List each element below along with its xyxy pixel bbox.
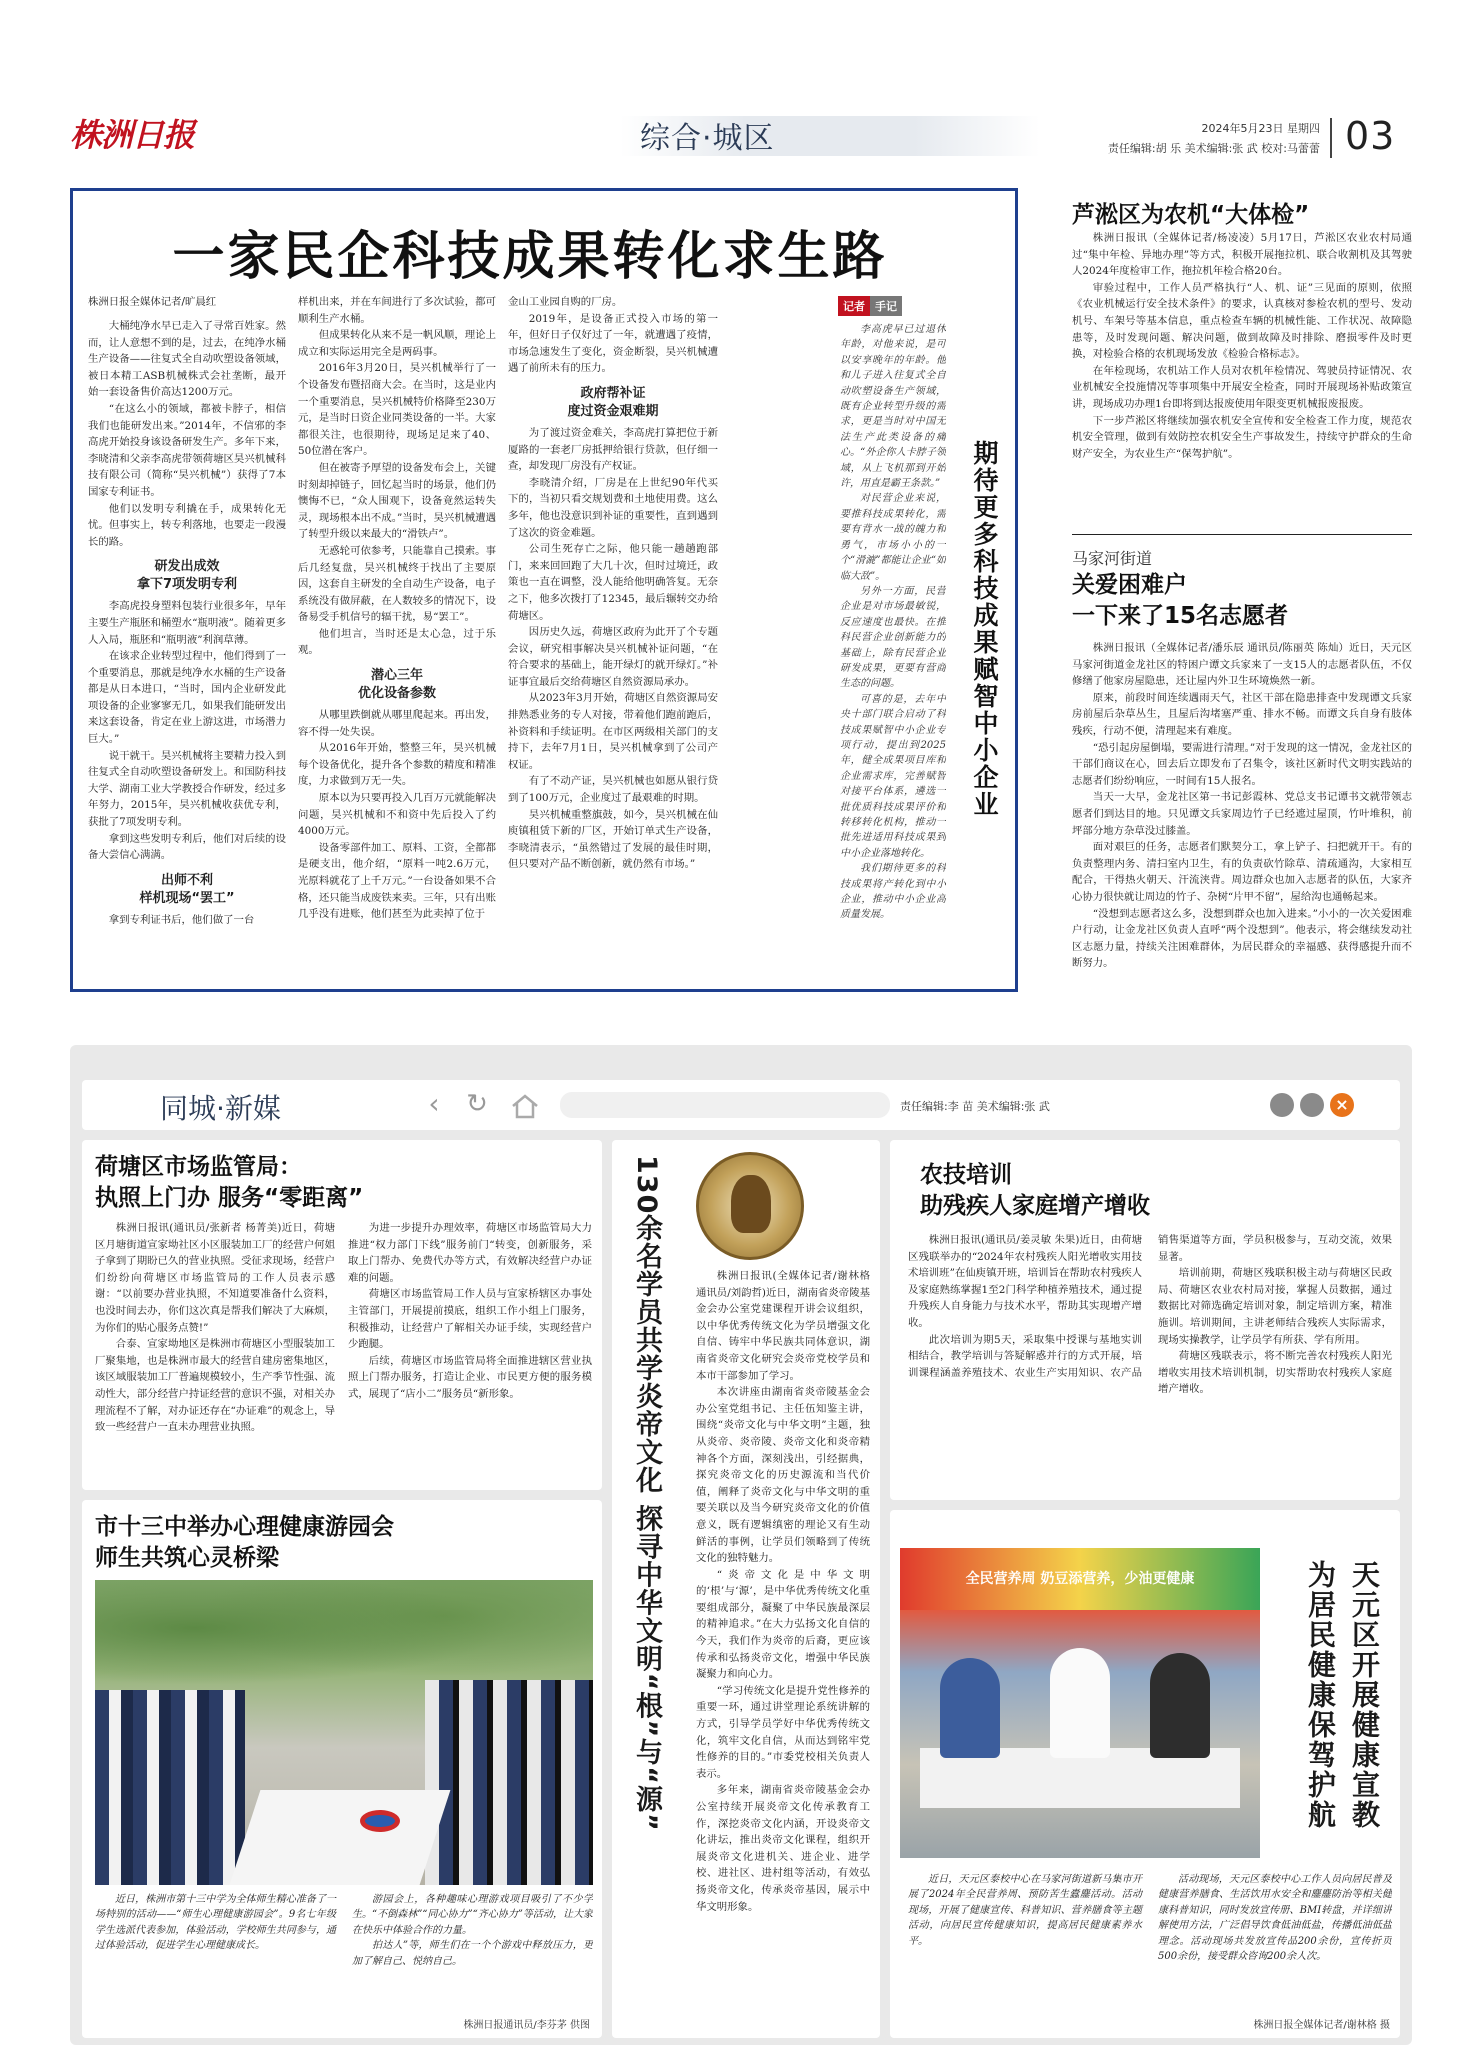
lead-c2-p: 2016年3月20日，昊兴机械举行了一个设备发布暨招商大会。在当时，这是业内一个重要消息，昊兴机械特价格降至230万元，是当时日资企业同类设备的一半。大家都很关注，也很期待，现场足足来了40、50位潜在客户。 <box>298 362 496 458</box>
browser-refresh-icon[interactable]: ↻ <box>466 1089 488 1119</box>
b1-p: 合泰、宣家坳地区是株洲市荷塘区小型服装加工厂聚集地，也是株洲市最大的经营自建房密集地区，该区域服装加工厂普遍规模较小，生产季节性强、流动性大，部分经营户持证经营的意识不强，对相关办理流程不了解，对办证还存在“办证难”的观念上，导致一些经营户一直未办理营业执照。 <box>95 1338 335 1434</box>
b4-p: 株洲日报讯(通讯员/姜灵敏 朱果)近日，由荷塘区残联举办的“2024年农村残疾人阳光增收实用技术培训班”在仙庾镇开班，培训旨在帮助农村残疾人及家庭熟练掌握1至2门科学种植养殖技术，通过提升残疾人自身能力与技术水平，帮助其实现增产增收。 <box>908 1234 1142 1329</box>
b4-p: 培训前期，荷塘区残联积极主动与荷塘区民政局、荷塘区农业农村局对接，掌握人员数据，通过数据比对筛选确定培训对象，制定培训方案，精准施训。培训期间，主讲老师结合残疾人实际需求，现场实操教学，让学员学有所获、学有所用。 <box>1158 1267 1392 1346</box>
b2-title: 市十三中举办心理健康游园会 师生共筑心灵桥梁 <box>95 1514 394 1571</box>
b2-photo <box>95 1580 593 1885</box>
photo-students-right <box>425 1680 593 1885</box>
right-article-2-kicker: 马家河街道 <box>1072 549 1153 568</box>
lead-c2-p: 但在被寄予厚望的设备发布会上，关键时刻却掉链子，回忆起当时的场景，他们仍懊悔不已，“众人围观下，设备竟然运转失灵，现场根本出不成。”当时，昊兴机械遭遇了转型升级以来最大的“滑铁卢”。 <box>298 461 496 541</box>
b2-p: 游园会上，各种趣味心理游戏项目吸引了不少学生。“不倒森林”“同心协力”“齐心协力”等活动，让大家在快乐中体验合作的力量。 <box>352 1894 593 1936</box>
right-a1-p: 下一步芦淞区将继续加强农机安全宣传和安全检查工作力度，规范农机安全管理，做到有效防控农机安全生产事故发生，持续守护群众的生命财产安全，为农业生产“保驾护航”。 <box>1072 414 1412 460</box>
lead-c3-p: 为了渡过资金难关，李高虎打算把位于新厦路的一套老厂房抵押给银行贷款，但仔细一查，却发现厂房没有产权证。 <box>508 426 718 473</box>
b2-body <box>95 1892 593 2012</box>
lead-c1-p: 李高虎投身塑料包装行业很多年，早年主要生产瓶胚和桶塑水“瓶明液”。随着更多人入局，瓶胚和“瓶明液”利润草薄。 <box>88 600 286 646</box>
lead-c1-p: 拿到专利证书后，他们做了一台 <box>108 913 255 926</box>
right-a2-p: “没想到志愿者这么多，没想到群众也加入进来。”小小的一次关爱困难户行动，让金龙社区负责人直呼“两个没想到”。他表示，将会继续发动社区志愿力量，持续关注困难群体，为居民群众的幸福感、获得感提升而不断努力。 <box>1072 907 1412 970</box>
lead-c3-p: 2019年，是设备正式投入市场的第一年，但好日子仅好过了一年，就遭遇了疫情，市场急速发生了变化，资金断裂，昊兴机械遭遇了前所未有的压力。 <box>508 312 718 375</box>
window-maximize-icon[interactable] <box>1300 1093 1324 1117</box>
lead-c1-p: “在这么小的领域，都被卡脖子，相信我们也能研发出来。”2014年，不信邪的李高虎开始投身该设备研发生产。多年下来，李晓清和父亲李高虎带领荷塘区昊兴机械科技有限公司（简称“昊兴机械”）获得了7本国家专利证书。 <box>88 402 286 498</box>
lead-headline: 一家民企科技成果转化求生路 <box>172 227 888 287</box>
address-bar[interactable] <box>560 1092 890 1118</box>
note-tag-red: 记者 <box>838 296 870 316</box>
right-separator <box>1072 534 1412 535</box>
lead-c1-p: 大桶纯净水早已走入了寻常百姓家。然而，让人意想不到的是，过去，在纯净水桶生产设备——往复式全自动吹塑设备领域，被日本精工ASB机械株式会社垄断，最开始一套设备售价高达1200万元。 <box>88 320 286 399</box>
lead-c3-p: 昊兴机械重整旗鼓，如今，昊兴机械在仙庾镇租赁下新的厂区，开始订单式生产设备，李晓清表示，“虽然错过了发展的最佳时期，但只要对产品不断创新，就仍然有市场。” <box>508 808 718 871</box>
b1-body-right <box>348 1220 592 1480</box>
note-p: 李高虎早已过退休年龄，对他来说，是可以安享晚年的年龄。他和儿子进入往复式全自动吹塑设备生产领域，既有企业转型升级的需求，更是当时对中国无法生产此类设备的痛心。“外企你人卡脖子领域，从上飞机那到开始许，用直是霸王条款。” <box>840 324 946 490</box>
b3-vertical-title: 130余名学员共学炎帝文化 探寻中华文明“根”与“源” <box>631 1155 662 1832</box>
lead-c1-p: 在该求企业转型过程中，他们得到了一个重要消息，那就是纯净水水桶的生产设备都是从日本进口，“当时，国内企业研发此项设备的企业寥寥无几，如果我们能研发出来这套设备，肯定在业上游这进，市场潜力巨大。” <box>88 650 286 746</box>
right-a1-p: 审验过程中，工作人员严格执行“人、机、证”三见面的原则，依照《农业机械运行安全技术条件》的要求，认真核对参检农机的型号、发动机号、车架号等基本信息，重点检查车辆的机械性能、工作状况、故障隐患等，及时发现问题、解决问题，做到故障及时排除、磨损零件及时更换，对检验合格的农机现场发放《检验合格标志》。 <box>1072 281 1412 361</box>
lead-c2-p: 设备零部件加工、原料、工资，全都都是硬支出，他介绍，“原料一吨2.6万元，光原料就花了上千万元。”一台设备如果不合格，还只能当成废铁来卖。三年，只有出账几乎没有进账，他们甚至为此卖掉了位于 <box>298 841 496 921</box>
logo-text: 株洲日报 <box>70 116 195 154</box>
lead-subhead: 出师不利 样机现场“罢工” <box>139 872 235 906</box>
issue-date: 2024年5月23日 星期四 <box>1201 122 1320 135</box>
lead-c1-p: 他们以发明专利撬在手，成果转化无忧。但事实上，转专利落地，也要走一段漫长的路。 <box>88 502 286 548</box>
right-a2-p: 当天一大早，金龙社区第一书记彭霞林、党总支书记谭书文就带领志愿者们到达目的地。只见谭文兵家周边竹子已经遮过屋顶，竹叶堆积，前坪部分地方杂草没过膝盖。 <box>1072 791 1412 837</box>
lead-c3-p: 金山工业园自购的厂房。 <box>508 296 623 308</box>
b3-p: 株洲日报讯(全媒体记者/谢林格 通讯员/刘韵哲)近日，湖南省炎帝陵基金会办公室党建课程开讲会议组织，以中华优秀传统文化为学员增强文化自信、铸牢中华民族共同体意识，湖南省炎帝文化研究会炎帝党校学员和本市干部参加了学习。 <box>696 1270 870 1382</box>
note-p: 我们期待更多的科技成果将产转化到中小企业，推动中小企业高质量发展。 <box>840 863 946 921</box>
photo-curling-mat <box>230 1790 451 1885</box>
b2-p: 拍达人”等，师生们在一个个游戏中释放压力，更加了解自己、悦纳自己。 <box>352 1940 593 1967</box>
lead-column-3 <box>508 294 718 984</box>
right-a2-p: 原来，前段时间连续遇雨天气，社区干部在隐患排查中发现谭文兵家房前屋后杂草丛生，且屋后沟堵塞严重、排水不畅。而谭文兵自身有肢体残疾，行动不便，清理起来有难度。 <box>1072 691 1412 737</box>
right-article-2-title: 关爱困难户 一下来了15名志愿者 <box>1072 572 1289 629</box>
lead-c2-p: 从2016年开始，整整三年，昊兴机械每个设备优化，提升各个参数的精度和精准度，力求做到万无一失。 <box>298 742 496 788</box>
b4-p: 荷塘区残联表示，将不断完善农村残疾人阳光增收实用技术培训机制，切实帮助农村残疾人家庭增产增收。 <box>1158 1350 1392 1396</box>
note-vertical-title: 期待更多科技成果赋智中小企业 <box>970 440 999 818</box>
lead-c1-p: 说干就干。昊兴机械将主要精力投入到往复式全自动吹塑设备研发上。和国防科技大学、湖南工业大学教授合作研发，经过多年努力，2015年，昊兴机械收获优专利，获批了7项发明专利。 <box>88 749 286 829</box>
lead-c2-p: 样机出来，并在车间进行了多次试验，都可顺利生产水桶。 <box>298 296 496 325</box>
emblem-figure-icon <box>731 1175 771 1233</box>
b1-p: 株洲日报讯(通讯员/张新者 杨菁美)近日，荷塘区月塘街道宣家坳社区小区服装加工厂的经营户何姐子拿到了期盼已久的营业执照。受征求现场，经营户们纷纷向荷塘区市场监管局的工作人员表示感谢：“以前要办营业执照，不知道要准备什么资料，也没时间去办，你们这次真是帮我们解决了大麻烦，为你们的贴心服务点赞!” <box>95 1222 335 1334</box>
b3-p: 本次讲座由湖南省炎帝陵基金会办公室党组书记、主任伍知鉴主讲，围绕“炎帝文化与中华文明”主题，独从炎帝、炎帝陵、炎帝文化和炎帝精神各个方面，深刻浅出，引经据典，探究炎帝文化的历史源流和当代价值，阐释了炎帝文化与中华文明的重要关联以及当今研究炎帝文化的价值意义，既有逻辑缜密的理论又有生动鲜活的事例，让学员们领略到了传统文化的独特魅力。 <box>696 1386 870 1565</box>
right-article-2-body <box>1072 640 1412 990</box>
right-a2-p: 面对艰巨的任务，志愿者们默契分工，拿上铲子、扫把就开干。有的负责整理内务、清扫室内卫生，有的负责砍竹除草、清疏通沟，大家相互配合，干得热火朝天、汗流浃背。周边群众也加入志愿者的队伍，大家齐心协力很快就让周边的竹子、杂树“片甲不留”，屋给沟也通畅起来。 <box>1072 841 1412 903</box>
b3-p: “炎帝文化是中华文明的‘根’与‘源’，是中华优秀传统文化重要组成部分，凝聚了中华民族最深层的精神追求。”在大力弘扬文化自信的今天，我们作为炎帝的后裔，更应该传承和弘扬炎帝文化，增强中华民族凝聚力和向心力。 <box>696 1568 870 1681</box>
note-p: 对民营企业来说，要推科技成果转化，需要有背水一战的魄力和勇气，市场小小的一个“滑漉”都能让企业“如临大敌”。 <box>840 493 946 582</box>
lead-subhead: 潜心三年 优化设备参数 <box>357 668 436 702</box>
b1-p: 后续，荷塘区市场监管局将全面推进辖区营业执照上门帮办服务，打造让企业、市民更方便的服务模式，展现了“店小二”服务员“新形象。 <box>348 1354 592 1400</box>
b1-body-left <box>95 1220 335 1480</box>
b4-body <box>908 1232 1392 1490</box>
note-p: 另外一方面，民营企业是对市场最敏锐，反应速度也最快。在推科民营企业创新能力的基础上，除有民营企业研发成果，更要有营商生态的问题。 <box>840 585 946 690</box>
lead-column-1 <box>88 318 286 983</box>
note-p: 可喜的是，去年中央十部门联合启动了科技成果赋智中小企业专项行动，提出到2025年，健全成果项目库和企业需求库，完善赋智对接平台体系，遴选一批优质科技成果评价和转移转化机构，推动一批先进适用科技成果到中小企业落地转化。 <box>840 693 946 859</box>
note-tag-gray: 手记 <box>870 296 902 316</box>
photo-students-left <box>95 1690 245 1885</box>
b2-credit: 株洲日报通讯员/李芬茅 供图 <box>463 2020 590 2031</box>
b5-body <box>908 1872 1392 2012</box>
lead-c3-p: 从2023年3月开始，荷塘区自然资源局安排熟悉业务的专人对接，带着他们跑前跑后，补资料和手续证明。在市区两级相关部门的支持下，去年7月1日，昊兴机械拿到了公司产权证。 <box>508 692 718 771</box>
lead-c2-p: 他们坦言，当时还是太心急，过于乐观。 <box>298 627 496 657</box>
header-divider <box>1330 118 1332 158</box>
lead-c2-p: 无惑轮可依参考，只能靠自己摸索。事后几经复盘，昊兴机械终于找出了主要原因，这套自主研发的全自动生产设备，电子系统没有做屏蔽，在人数较多的情况下，设备易受手机信号的辐干扰，易“罢工”。 <box>298 544 496 624</box>
b5-vertical-title: 天元区开展健康宣教 为居民健康保驾护航 <box>1304 1560 1381 1830</box>
lead-subhead: 政府帮补证 度过资金艰难期 <box>567 385 659 419</box>
bottom-section-title: 同城·新媒 <box>160 1092 281 1125</box>
page-editors: 责任编辑:胡 乐 美术编辑:张 武 校对:马蕾蕾 <box>1107 142 1320 155</box>
photo-banner-text: 全民营养周 奶豆添营养，少油更健康 <box>965 1571 1195 1587</box>
right-a1-p: 株洲日报讯（全媒体记者/杨凌凌）5月17日，芦淞区农业农村局通过“集中年检、异地办理”等方式，积极开展拖拉机、联合收割机及其驾驶人2024年度检审工作，拖拉机年检合格20台。 <box>1072 232 1412 278</box>
b2-p: 近日，株洲市第十三中学为全体师生精心准备了一场特别的活动——“师生心理健康游园会”。9名七年级学生选派代表参加，体验活动，学校师生共同参与，通过体验活动，促进学生心理健康成长。 <box>95 1894 336 1952</box>
b5-credit: 株洲日报全媒体记者/谢林格 摄 <box>1253 2020 1390 2031</box>
lead-c3-p: 有了不动产证，昊兴机械也如愿从银行贷到了100万元，企业度过了最艰难的时期。 <box>508 775 718 805</box>
lead-c3-p: 因历史久远，荷塘区政府为此开了个专题会议，研究相事解决昊兴机械补证问题，“在符合要求的基础上，能开绿灯的就开绿灯。”补证事宜最后交给荷塘区自然资源局承办。 <box>508 626 718 688</box>
b5-photo <box>900 1548 1260 1858</box>
reporter-note <box>840 322 946 982</box>
lead-c3-p: 李晓清介绍，厂房是在上世纪90年代买下的，当初只看交规划费和土地使用费。这么多年，他也没意识到补证的重要性，直到遇到了这次的资金难题。 <box>508 476 718 539</box>
b3-body <box>696 1268 870 2028</box>
b5-p: 近日，天元区泰校中心在马家河街道新马集市开展了2024年全民营养周、预防苦生蠹鏖活动。活动现场，开展了健康宣传、科普知识、营养膳食等主题活动，向居民宣传健康知识，提高居民健康素养水平。 <box>908 1874 1142 1947</box>
lead-c2-p: 原本以为只要再投入几百万元就能解决问题，昊兴机械和不和资中先后投入了约4000万元。 <box>298 792 496 838</box>
photo-person-2 <box>1050 1648 1110 1758</box>
right-a2-p: 株洲日报讯（全媒体记者/潘乐辰 通讯员/陈丽英 陈灿）近日，天元区马家河街道金龙社区的特困户谭文兵家来了一支15人的志愿者队伍，不仅修缮了他家房屋隐患，还让屋内外卫生环境焕然一新。 <box>1072 642 1412 688</box>
lead-c1-p: 拿到这些发明专利后，他们对后续的设备大尝信心满满。 <box>88 832 286 862</box>
lead-c2-p: 但成果转化从来不是一帆风顺，理论上成立和实际运用完全是两码事。 <box>298 329 496 358</box>
b1-p: 为进一步提升办理效率，荷塘区市场监管局大力推进“权力部门下线”服务前门“转变，创新服务，采取上门帮办、免费代办等方式，有效解决经营户办证难的问题。 <box>348 1222 592 1284</box>
window-close-icon[interactable]: × <box>1330 1093 1354 1117</box>
browser-back-icon[interactable]: ‹ <box>428 1087 440 1120</box>
photo-target-ring <box>360 1810 400 1832</box>
b3-p: “学习传统文化是提升党性修养的重要一环，通过讲堂理论系统讲解的方式，引导学员学好中华优秀传统文化，筑牢文化自信，从而达到铭牢党性修养的目的。”市委党校相关负责人表示。 <box>696 1684 870 1780</box>
b5-p: 活动现场，天元区泰校中心工作人员向居民普及健康营养膳食、生活饮用水安全和鏖鏖防治等相关健康科普知识，同时发放宣传册、BMI转盘，并详细讲解使用方法，广泛倡导饮食低油低盐，传播低油低盐理念。活动现场共发放宣传品200余份，宣传折页500余份，接受群众咨询200余人次。 <box>1158 1874 1392 1963</box>
right-a1-p: 在年检现场，农机站工作人员对农机年检情况、驾驶员持证情况、农业机械安全投施情况等事项集中开展安全检查，同时开展现场补贴政策宣讲，现场成功办理1台即将到达报废使用年限变更机械报废报废。 <box>1072 364 1412 410</box>
masthead-logo <box>70 113 220 153</box>
bottom-editors: 责任编辑:李 苗 美术编辑:张 武 <box>900 1100 1050 1113</box>
b3-emblem <box>696 1152 804 1260</box>
b1-p: 荷塘区市场监管局工作人员与宣家桥辖区办事处主管部门，开展提前摸底，组织工作小组上门服务，积极推动，让经营户了解相关办证手续，实现经营户少跑腿。 <box>348 1288 592 1351</box>
page-number: 03 <box>1345 114 1396 158</box>
lead-c2-p: 从哪里跌倒就从哪里爬起来。再出发，容不得一处失误。 <box>298 709 496 738</box>
lead-byline: 株洲日报全媒体记者/旷晨红 <box>88 296 217 308</box>
window-minimize-icon[interactable] <box>1270 1093 1294 1117</box>
b1-title: 荷塘区市场监管局： 执照上门办 服务“零距离” <box>95 1154 364 1211</box>
right-article-1-body <box>1072 230 1412 525</box>
photo-person-1 <box>940 1658 1000 1758</box>
right-a2-p: “恐引起房屋倒塌，要需进行清理。”对于发现的这一情况，金龙社区的干部们商议在心，回去后立即发布了召集令，该社区新时代文明实践站的志愿者们纷纷响应，一时间有15人报名。 <box>1072 741 1412 787</box>
right-article-1-title: 芦淞区为农机“大体检” <box>1072 202 1310 228</box>
note-tag <box>838 296 928 316</box>
b4-p: 此次培训为期5天，采取集中授课与基地实训相结合，教学培训与答疑解惑并行的方式开展，培训课程涵盖养殖技术、农业生产实用知识、农产品销售渠道等方面，学员积极参与，互动交流，效果显著。 <box>908 1234 1392 1379</box>
lead-subhead: 研发出成效 拿下7项发明专利 <box>136 559 238 593</box>
masthead <box>0 0 1475 172</box>
b3-p: 多年来，湖南省炎帝陵基金会办公室持续开展炎帝文化传承教育工作，深挖炎帝文化内涵，开设炎帝文化讲坛，推出炎帝文化课程，组织开展炎帝文化进机关、进企业、进学校、进社区、进村组等活动，有效弘扬炎帝文化，传承炎帝基因，展示中华文明形象。 <box>696 1784 870 1913</box>
section-title: 综合·城区 <box>640 121 775 156</box>
b4-title: 农技培训 助残疾人家庭增产增收 <box>920 1162 1150 1219</box>
lead-column-2 <box>298 294 496 984</box>
browser-home-icon[interactable] <box>510 1092 540 1120</box>
photo-person-3 <box>1150 1653 1210 1758</box>
lead-c3-p: 公司生死存亡之际，他只能一趟趟跑部门，来来回回跑了大几十次，但时过境迁，政策也一直在调整，没人能给他明确答复。无奈之下，他多次拨打了12345，最后辗转交办给荷塘区。 <box>508 543 718 622</box>
